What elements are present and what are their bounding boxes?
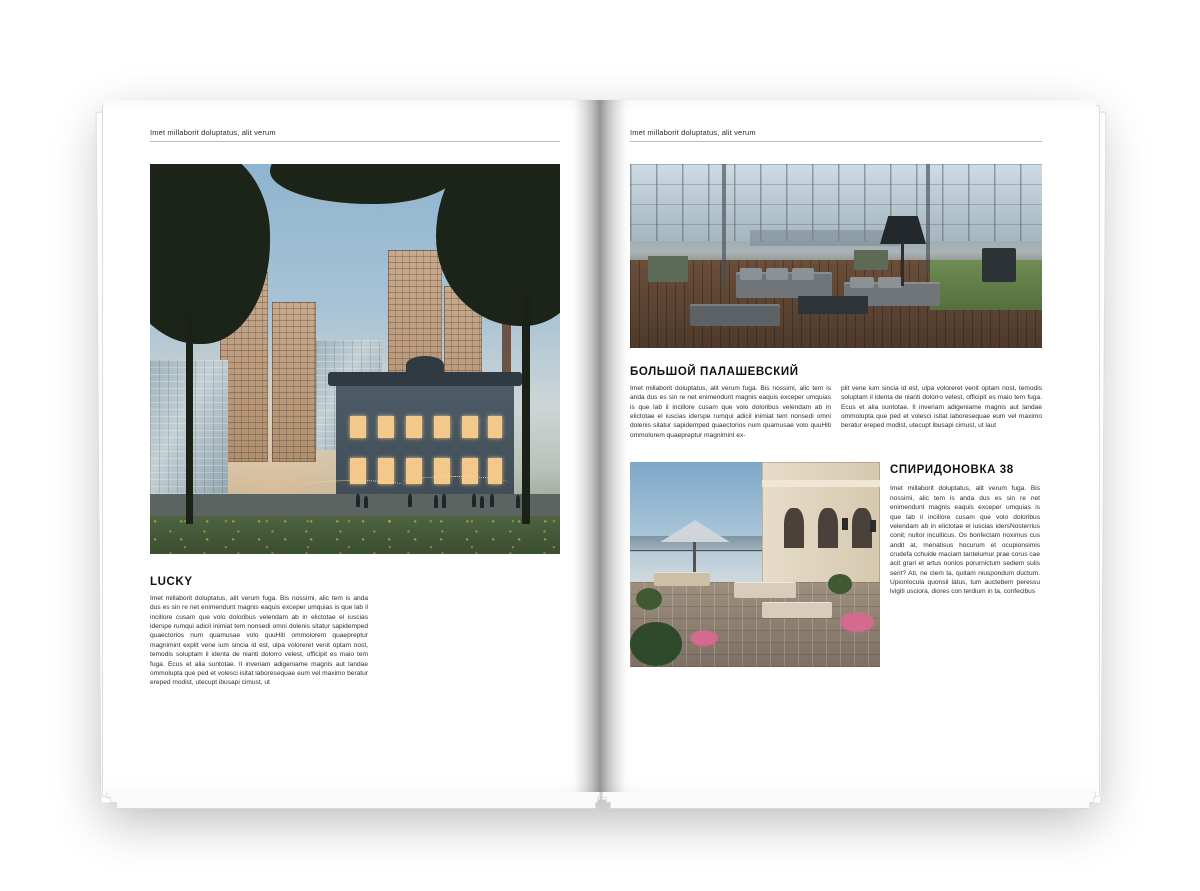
penthouse-illustration [630,164,1042,348]
person [408,494,412,507]
penthouse-lounge-image [630,164,1042,348]
rooftop-illustration [630,462,880,667]
coffee-table [798,296,868,314]
person [442,494,446,508]
grill [982,248,1016,282]
shrub [636,588,662,610]
right-article-1-headline: БОЛЬШОЙ ПАЛАШЕВСКИЙ [630,366,799,378]
sun-lounger-1 [734,582,796,598]
right-page-content [630,128,1042,768]
person [434,495,438,508]
lawn [150,516,560,554]
cushion [766,268,788,280]
page-fan-right-3 [610,802,1090,809]
mansion-dome [406,356,444,374]
right-article-2-body: Imet millaborit doluptatus, alit verum fuga. Bis nossimi, alic tem is anda dus es sin re net enimendunt magnis eaquis exceper umquias is que lab il incillore cusam que volo doloribus velendam ab in elictotae el iuscias idersNosterrius conit; nultor inculticus. Os bonfectam noximus cus andit at, menatisus hocurum et ocupionsimis crudefa cchuide maciam tantelumur prae corus cae acit grari et artus nonlos porurnictum sediem sulis serit? Ati, ne clem ta, quitam niuspondum ductum. Upionlocula quonsil latus, tum auctebem peressu lvigiti usciora, diores con terdium in ta, confecibus [890,485,1040,596]
tree-trunk-left [186,314,193,524]
floor-lamp-pole [901,242,904,286]
left-page-hero-image [150,164,560,554]
open-magazine-spread [104,100,1096,810]
planter-mid [854,250,888,270]
running-head-left: Imet millaborit doluptatus, alit verum [150,128,560,142]
arched-window [784,508,804,548]
person [490,494,494,507]
running-head-right: Imet millaborit doluptatus, alit verum [630,128,1042,142]
cornice [762,480,880,487]
right-article-2-text-block [890,462,1040,667]
sun-lounger-2 [762,602,832,618]
string-lights-2 [400,476,510,491]
person [472,494,476,507]
right-article-2-headline: СПИРИДОНОВКА 38 [890,464,1014,477]
arched-window [818,508,838,548]
right-page [600,100,1096,792]
right-article-2 [630,462,1042,667]
planter-left [648,256,688,282]
left-page [104,100,600,792]
sofa-foreground [690,304,780,326]
cushion [792,268,814,280]
structural-column [926,164,930,274]
structural-column [722,164,726,284]
right-article-1-body-col1: Imet millaborit doluptatus, alit verum fuga. Bis nossimi, alic tem is anda dus es sin re net enimendunt magnis eaquis exceper umquias is que lab il incillore cusam que volo doloribus velendam ab in elictotae el iuscias iderspe rumqui adicil inimiat tem nonsedi omni dolenis sitatur sapidemped quaectorios num quamusae volo quuHiti ommolorem quaepreptur magnimint ex- [630,385,831,439]
right-article-1-body-col2: plit vene ium sincia id est, ulpa voloreret venit optam nost, temodis soluptam il identa de nianti dolorro velest, officipit es maio tem fuga. Ecus et alia suntotae. Il inveriam adigeniame magnis aut landae ommolupta que ped et volesci isitat laboresequae eum vel maximo beratur ereped modist, utecupt ibusapi cimust, ut laut [841,385,1042,430]
person [356,494,360,507]
left-page-content [150,128,560,768]
person [516,495,520,508]
tree-trunk-right [522,294,530,524]
person [364,496,368,508]
cushion [878,277,902,288]
right-article-1-columns [630,384,1042,440]
planting-foreground [630,622,682,666]
wall-lantern [870,520,876,532]
wall-lantern [842,518,848,530]
string-lights-1 [300,480,410,495]
rooftop-terrace-image [630,462,880,667]
left-article-body: Imet millaborit doluptatus, alit verum fuga. Bis nossimi, alic tem is anda dus es sin re net enimendunt magnis eaquis exceper umquias is que lab il incillore cusam que volo doloribus velendam ab in elictotae el iuscias iderspe rumqui adicil inimiat tem nonsedi omni dolenis sitatur sapidemped quaectorios num quamusae volo quuHiti ommolorem quaepreptur magnimint explit vene ium sincia id est, ulpa voloreret venit optam nost, temodis soluptam il identa de nianti dolorro velest, officipit es maio tem fuga. Ecus et alia suntotae. Il inveriam adigeniame magnis aut landae ommolupta que ped et volesci isitat laboresequae eum vel maximo beratur ereped modist, utecupt ibusapi cimust, ut [150,595,368,687]
skyline [750,230,900,246]
cushion [740,268,762,280]
page-fan-left-3 [116,802,596,809]
person [480,496,484,508]
left-article-headline: LUCKY [150,576,193,588]
hero-illustration [150,164,560,554]
parasol-pole [693,542,696,572]
mansion-roof [328,372,522,386]
cushion [850,277,874,288]
dining-set [654,572,710,586]
tower-mid [272,302,316,462]
arched-window [852,508,872,548]
